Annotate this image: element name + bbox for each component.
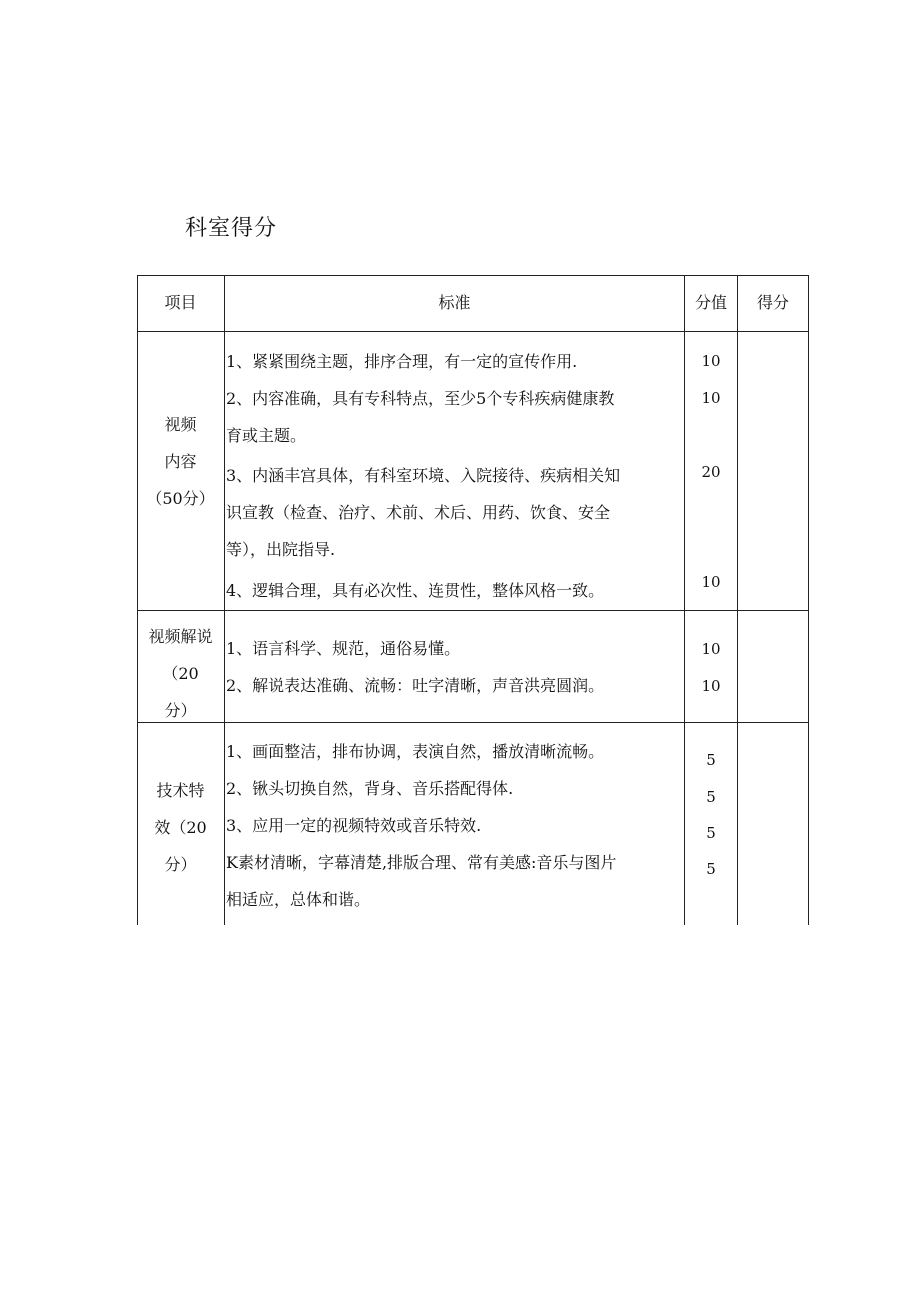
points-value: 5: [706, 751, 716, 769]
criterion: K素材清晰，字幕清楚,排版合理、常有美感:音乐与图片 相适应，总体和谐。: [226, 853, 617, 909]
points-value: 10: [701, 677, 721, 695]
score-table: [137, 275, 809, 925]
table-divider: [224, 275, 225, 925]
criterion: 2、内容准确，具有专科特点，至少5个专科疾病健康教 育或主题。: [226, 389, 615, 445]
header-item: 项目: [164, 293, 197, 312]
points-value: 10: [701, 573, 721, 591]
criterion: 3、内涵丰宫具体，有科室环境、入院接待、疾病相关知 识宣教（检查、治疗、术前、术后、用药、饮食、安全 等），出院指导.: [226, 466, 621, 559]
table-divider: [737, 275, 738, 925]
item-line: 内容: [164, 452, 197, 471]
table-divider: [137, 331, 809, 332]
table-divider: [137, 722, 809, 723]
header-score: 得分: [756, 293, 789, 312]
criterion: 2、解说表达准确、流畅：吐字清晰，声音洪亮圆润。: [226, 676, 605, 695]
criterion: 2、锹头切换自然，背身、音乐搭配得体.: [226, 779, 514, 798]
item-line: 视频: [164, 415, 197, 434]
item-line: （50分）: [146, 489, 215, 508]
item-line: 技术特: [156, 781, 205, 800]
points-value: 5: [706, 860, 716, 878]
table-divider: [137, 610, 809, 611]
table-divider: [684, 275, 685, 925]
item-line: 效（20: [154, 818, 207, 837]
item-line: 分）: [164, 701, 197, 720]
item-line: 视频解说: [148, 627, 213, 646]
criterion: 3、应用一定的视频特效或音乐特效.: [226, 816, 482, 835]
page-title: 科室得分: [185, 216, 278, 241]
criterion: 1、画面整洁，排布协调，表演自然，播放清晰流畅。: [226, 742, 605, 761]
criterion: 1、紧紧围绕主题，排序合理，有一定的宣传作用.: [226, 352, 578, 371]
table-border-right: [808, 275, 809, 925]
section-item-narration: [137, 618, 224, 729]
header-points: 分值: [694, 293, 727, 312]
item-line: （20: [162, 664, 199, 683]
points-value: 10: [701, 640, 721, 658]
criterion: 4、逻辑合理，具有必次性、连贯性，整体风格一致。: [226, 581, 605, 600]
item-line: 分）: [164, 855, 197, 874]
points-value: 5: [706, 788, 716, 806]
section-item-effects: [137, 772, 224, 883]
points-value: 10: [701, 352, 721, 370]
section-item-video-content: [137, 406, 224, 517]
points-value: 5: [706, 824, 716, 842]
criterion: 1、语言科学、规范，通俗易懂。: [226, 639, 461, 658]
points-value: 20: [701, 463, 721, 481]
points-value: 10: [701, 389, 721, 407]
header-criteria: 标准: [438, 293, 471, 312]
